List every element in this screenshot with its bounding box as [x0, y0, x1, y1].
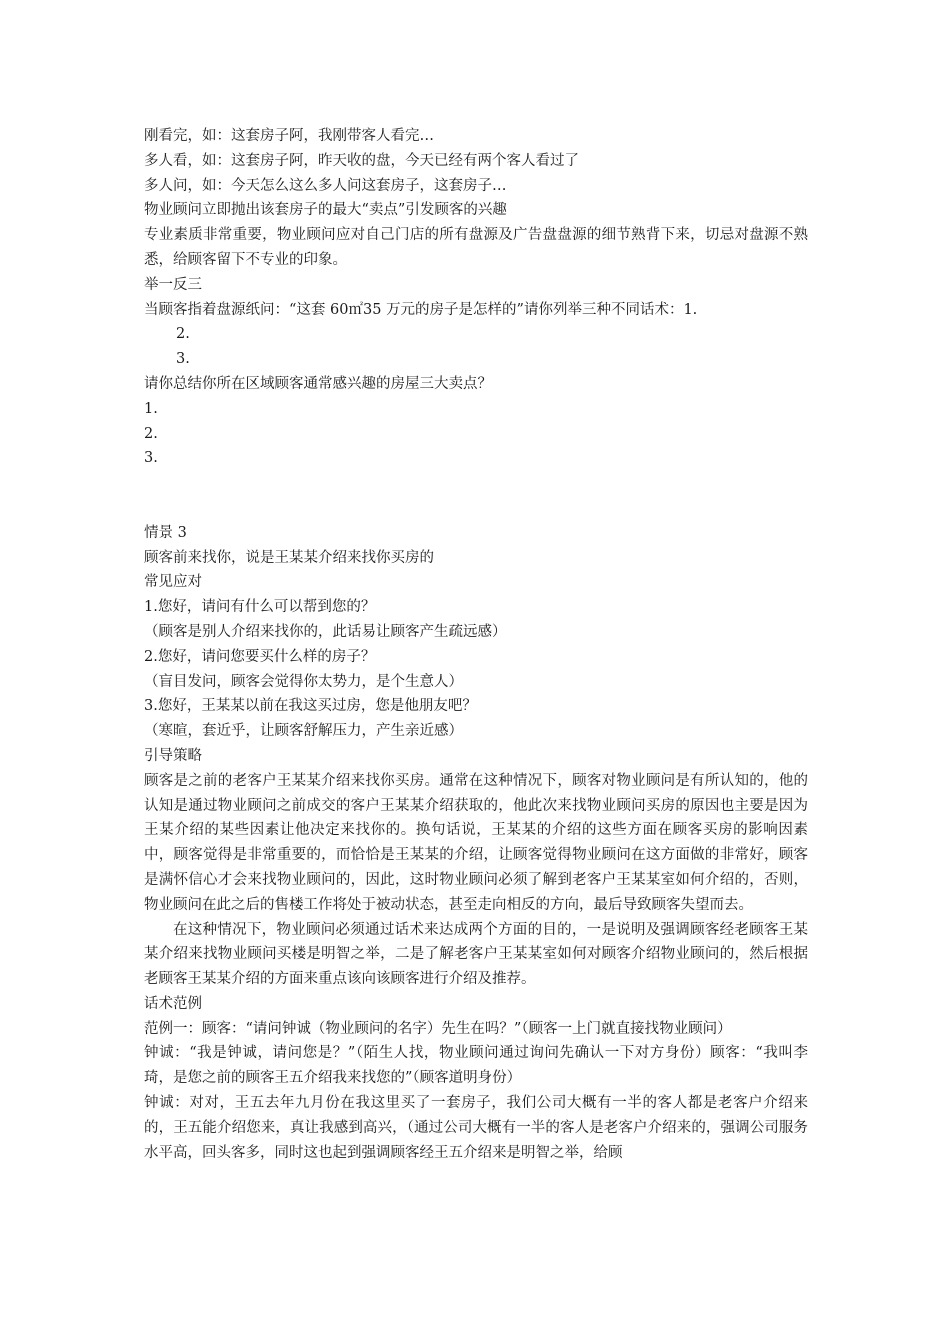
text-line: 物业顾问立即抛出该套房子的最大“卖点”引发顾客的兴趣: [144, 202, 507, 219]
document-body: [144, 124, 808, 1165]
question: 请你总结你所在区域顾客通常感兴趣的房屋三大卖点？: [144, 375, 492, 392]
answer-number: 2.: [176, 326, 190, 343]
response-item: 2.您好，请问您要买什么样的房子？: [144, 648, 376, 665]
answer-number: 2.: [144, 425, 158, 442]
answer-number: 3.: [144, 450, 158, 467]
spacer: [144, 496, 808, 521]
dialogue-paragraph: 钟诚：对对，王五去年九月份在我这里买了一套房子，我们公司大概有一半的客人都是老客户介绍来的，王五能介绍您来，真让我感到高兴，（通过公司大概有一半的客人是老客户介绍来的，强调公司服务水平高，回头客多，同时这也起到强调顾客经王五介绍来是明智之举，给顾: [144, 1095, 808, 1161]
response-note: （盲目发问，顾客会觉得你太势力，是个生意人）: [144, 673, 463, 690]
section-heading: 举一反三: [144, 276, 202, 293]
section-heading: 常见应对: [144, 574, 202, 591]
section-heading: 引导策略: [144, 747, 202, 764]
section-heading: 话术范例: [144, 995, 202, 1012]
answer-number: 1.: [144, 400, 158, 417]
text-line: 多人看，如：这套房子阿，昨天收的盘，今天已经有两个客人看过了: [144, 152, 579, 169]
response-item: 3.您好，王某某以前在我这买过房，您是他朋友吧？: [144, 698, 477, 715]
paragraph: 专业素质非常重要，物业顾问应对自己门店的所有盘源及广告盘盘源的细节熟背下来，切忌对盘源不熟悉，给顾客留下不专业的印象。: [144, 227, 808, 268]
response-item: 1.您好，请问有什么可以帮到您的？: [144, 599, 376, 616]
response-note: （寒暄，套近乎，让顾客舒解压力，产生亲近感）: [144, 723, 463, 740]
response-note: （顾客是别人介绍来找你的，此话易让顾客产生疏远感）: [144, 623, 507, 640]
text-line: 多人问，如：今天怎么这么多人问这套房子，这套房子…: [144, 177, 507, 194]
spacer: [144, 471, 808, 496]
answer-number: 3.: [176, 351, 190, 368]
scene-title: 情景 3: [144, 524, 187, 541]
dialogue-paragraph: 钟诚：“我是钟诚，请问您是？”（陌生人找，物业顾问通过询问先确认一下对方身份）顾客：“我叫李琦，是您之前的顾客王五介绍我来找您的”（顾客道明身份）: [144, 1045, 808, 1087]
text-line: 刚看完，如：这套房子阿，我刚带客人看完…: [144, 128, 434, 144]
dialogue-paragraph: 范例一：顾客：“请问钟诚（物业顾问的名字）先生在吗？”（顾客一上门就直接找物业顾问）: [144, 1020, 732, 1037]
scene-description: 顾客前来找你，说是王某某介绍来找你买房的: [144, 549, 434, 566]
question: 当顾客指着盘源纸问：“这套 60㎡35 万元的房子是怎样的”请你列举三种不同话术：1.: [144, 301, 698, 318]
paragraph: 顾客是之前的老客户王某某介绍来找你买房。通常在这种情况下，顾客对物业顾问是有所认知的，他的认知是通过物业顾问之前成交的客户王某某介绍获取的，他此次来找物业顾问买房的原因也主要是因为王某介绍的某些因素让他决定来找你的。换句话说，王某某的介绍的这些方面在顾客买房的影响因素中，顾客觉得是非常重要的，而恰恰是王某某的介绍，让顾客觉得物业顾问在这方面做的非常好，顾客是满怀信心才会来找物业顾问的，因此，这时物业顾问必须了解到老客户王某某室如何介绍的，否则，物业顾问在此之后的售楼工作将处于被动状态，甚至走向相反的方向，最后导致顾客失望而去。: [144, 772, 808, 913]
paragraph: 在这种情况下，物业顾问必须通过话术来达成两个方面的目的，一是说明及强调顾客经老顾客王某某介绍来找物业顾问买楼是明智之举，二是了解老客户王某某室如何对顾客介绍物业顾问的，然后根据老顾客王某某介绍的方面来重点该向该顾客进行介绍及推荐。: [144, 921, 808, 988]
